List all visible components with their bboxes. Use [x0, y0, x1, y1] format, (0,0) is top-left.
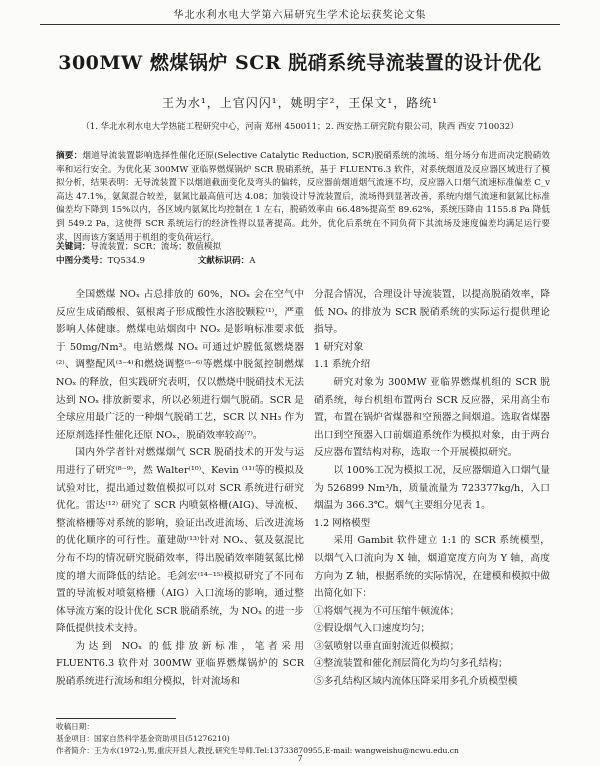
footnote-rule [56, 718, 176, 719]
fund-info: 基金项目：国家自然科学基金资助项目(51276210) [56, 734, 230, 743]
body-paragraph: 全国燃煤 NOₓ 占总排放的 60%，NOₓ 会在空气中反应生成硝酸根、氨根离子形成酸性水溶胶颗粒⁽¹⁾，严重影响人体健康。燃煤电站烟囱中 NOₓ 是影响标准要求低于 50mg/Nm³。电站燃煤 NOₓ 可通过炉膛低氮燃烧器⁽²⁾、调整配风⁽³⁻⁴⁾和燃烧调整⁽⁵⁻⁶⁾等燃煤中脱氮控制燃煤 NOₓ 的释放，但实践研究表明，仅以燃烧中脱硝技术无法达到 NOₓ 排放新要求，所以必须进行烟气脱硝。SCR 是全球应用最广泛的一种烟气脱硝工艺，SCR 以 NH₃ 作为还原剂选择性催化还原 NOₓ，脱硝效率较高⁽⁷⁾。 [56, 289, 304, 441]
body-paragraph: 采用 Gambit 软件建立 1:1 的 SCR 系统模型，以烟气入口流向为 X 轴，烟道宽度方向为 Y 轴，高度方向为 Z 轴，根据系统的实际情况，在建模和模拟中做出简化如下： [314, 535, 550, 600]
doc-code-label: 文献标识码： [197, 256, 250, 266]
abstract [56, 150, 550, 245]
body-paragraph: 为达到 NOₓ 的低排放新标准，笔者采用 FLUENT6.3 软件对 300MW 亚临界燃煤锅炉的 SCR 脱硝系统进行流场和组分模拟，针对流场和 [56, 640, 304, 688]
authors: 王为水¹，上官闪闪¹，姚明宇²，王保文¹，路统¹ [161, 96, 439, 110]
classification-value: TQ534.9 [107, 256, 145, 266]
assumption-item: ④整流装置和催化剂层简化为均匀多孔结构； [314, 658, 508, 670]
page-number: 7 [297, 754, 303, 763]
footnotes [56, 718, 550, 757]
classification-line [56, 254, 550, 266]
subsection-heading: 1.1 系统介绍 [314, 359, 371, 371]
body-paragraph: 研究对象为 300MW 亚临界燃煤机组的 SCR 脱硝系统，每台机组布置两台 SCR 反应器，采用高尘布置，布置在锅炉省煤器和空预器之间烟道。选取省煤器出口到空预器入口前烟道系统作为模拟对象，由于两台反应器布置结构对称，选取一个开展模拟研究。 [314, 376, 550, 459]
doc-code-value: A [249, 256, 256, 266]
right-column [314, 286, 550, 691]
left-column [56, 286, 304, 691]
received-date: 收稿日期： [56, 722, 94, 731]
classification-label: 中图分类号： [56, 256, 108, 266]
body-paragraph: 以 100%工况为模拟工况，反应器烟道入口烟气量为 526899 Nm³/h，质量流量为 723377kg/h，入口烟温为 366.3℃。烟气主要组分见表 1。 [314, 464, 550, 512]
body-paragraph: 分混合情况，合理设计导流装置，以提高脱硝效率，降低 NOₓ 的排放为 SCR 脱硝系统的实际运行提供理论指导。 [314, 289, 550, 336]
abstract-label: 摘要： [56, 151, 83, 161]
assumption-item: ⑤多孔结构区域内流体压降采用多孔介质模型模 [314, 676, 518, 688]
assumption-item: ②假设烟气入口速度均匀； [314, 623, 431, 635]
classification [56, 256, 145, 266]
keywords-text: 导流装置；SCR；流场；数值模拟 [90, 242, 222, 252]
doc-code [198, 256, 256, 266]
keywords-label: 关键词： [56, 242, 91, 252]
author-info: 作者简介：王为水(1972-),男,重庆开县人,教授,研究生导师.Tel:13733870955,E-mail: wangweishu@ncwu.edu.cn [56, 746, 459, 755]
paper-title: 300MW 燃煤锅炉 SCR 脱硝系统导流装置的设计优化 [58, 52, 542, 74]
section-heading: 1 研究对象 [314, 341, 364, 353]
keywords [56, 240, 550, 252]
assumption-item: ①将烟气视为不可压缩牛顿流体； [314, 605, 460, 617]
abstract-text: 烟道导流装置影响选择性催化还原(Selective Catalytic Reduction, SCR)脱硝系统的流场、组分场分布进而决定脱硝效率和运行安全。为优化某 300MW 亚临界燃煤锅炉 SCR 脱硝系统，基于 FLUENT6.3 软件，对系统烟道及反应器区域进行了模拟分析，结果表明：无导流装置下以烟道截面变化及弯头的偏转，反应器前烟道烟气流速不均，反应器入口烟气流速标准偏差 C_v高达 47.1%，氨氮混合较差，氨氮比最高值可达 4.08；加装设计导流装置后，流场得到显著改善，系统内烟气流速和氨氮比标准偏差均下降到 15%以内，各区域内氨氮比均控制在 1 左右，脱硝效率由 66.48%提高至 89.62%，系统压降由 1155.8 Pa 降低到 549.2 Pa，这使得 SCR 系统运行的经济性得以显著提高。此外，优化后系统在不同负荷下其流场及速度偏差均满足运行要求，因而该方案适用于机组的变负荷运行。 [56, 151, 550, 243]
assumption-item: ③氨喷射以垂直面射流近似模拟； [314, 640, 460, 652]
affiliation: （1. 华北水利水电大学热能工程研究中心，河南 郑州 450011；2. 西安热工研究院有限公司，陕西 西安 710032） [81, 122, 519, 132]
subsection-heading: 1.2 网格模型 [314, 517, 371, 529]
body-paragraph: 国内外学者针对燃煤烟气 SCR 脱硝技术的开发与运用进行了研究⁽⁸⁻⁹⁾，然 Walter⁽¹⁰⁾、Kevin ⁽¹¹⁾等的模拟及试验对比，提出通过数值模拟可以对 SCR 系统进行研究优化。雷达⁽¹²⁾ 研究了 SCR 内喷氨格栅(AIG)、导流板、整流格栅等对系统的影响，验证出改进流场、后改进流场的优化顺序的可行性。董建勋⁽¹³⁾针对 NOₓ、氨及氨混比分布不均的情况研究脱硝效率，得出脱硝效率随氨氮比梯度的增大而降低的结论。毛剑宏⁽¹⁴⁻¹⁵⁾模拟研究了不同布置的导流板对喷氨格栅（AIG）入口流场的影响，通过整体导流方案的设计优化 SCR 脱硝系统，为 NOₓ 的进一步降低提供技术支持。 [56, 447, 304, 635]
running-head: 华北水利水电大学第六届研究生学术论坛获奖论文集 [40, 6, 560, 25]
